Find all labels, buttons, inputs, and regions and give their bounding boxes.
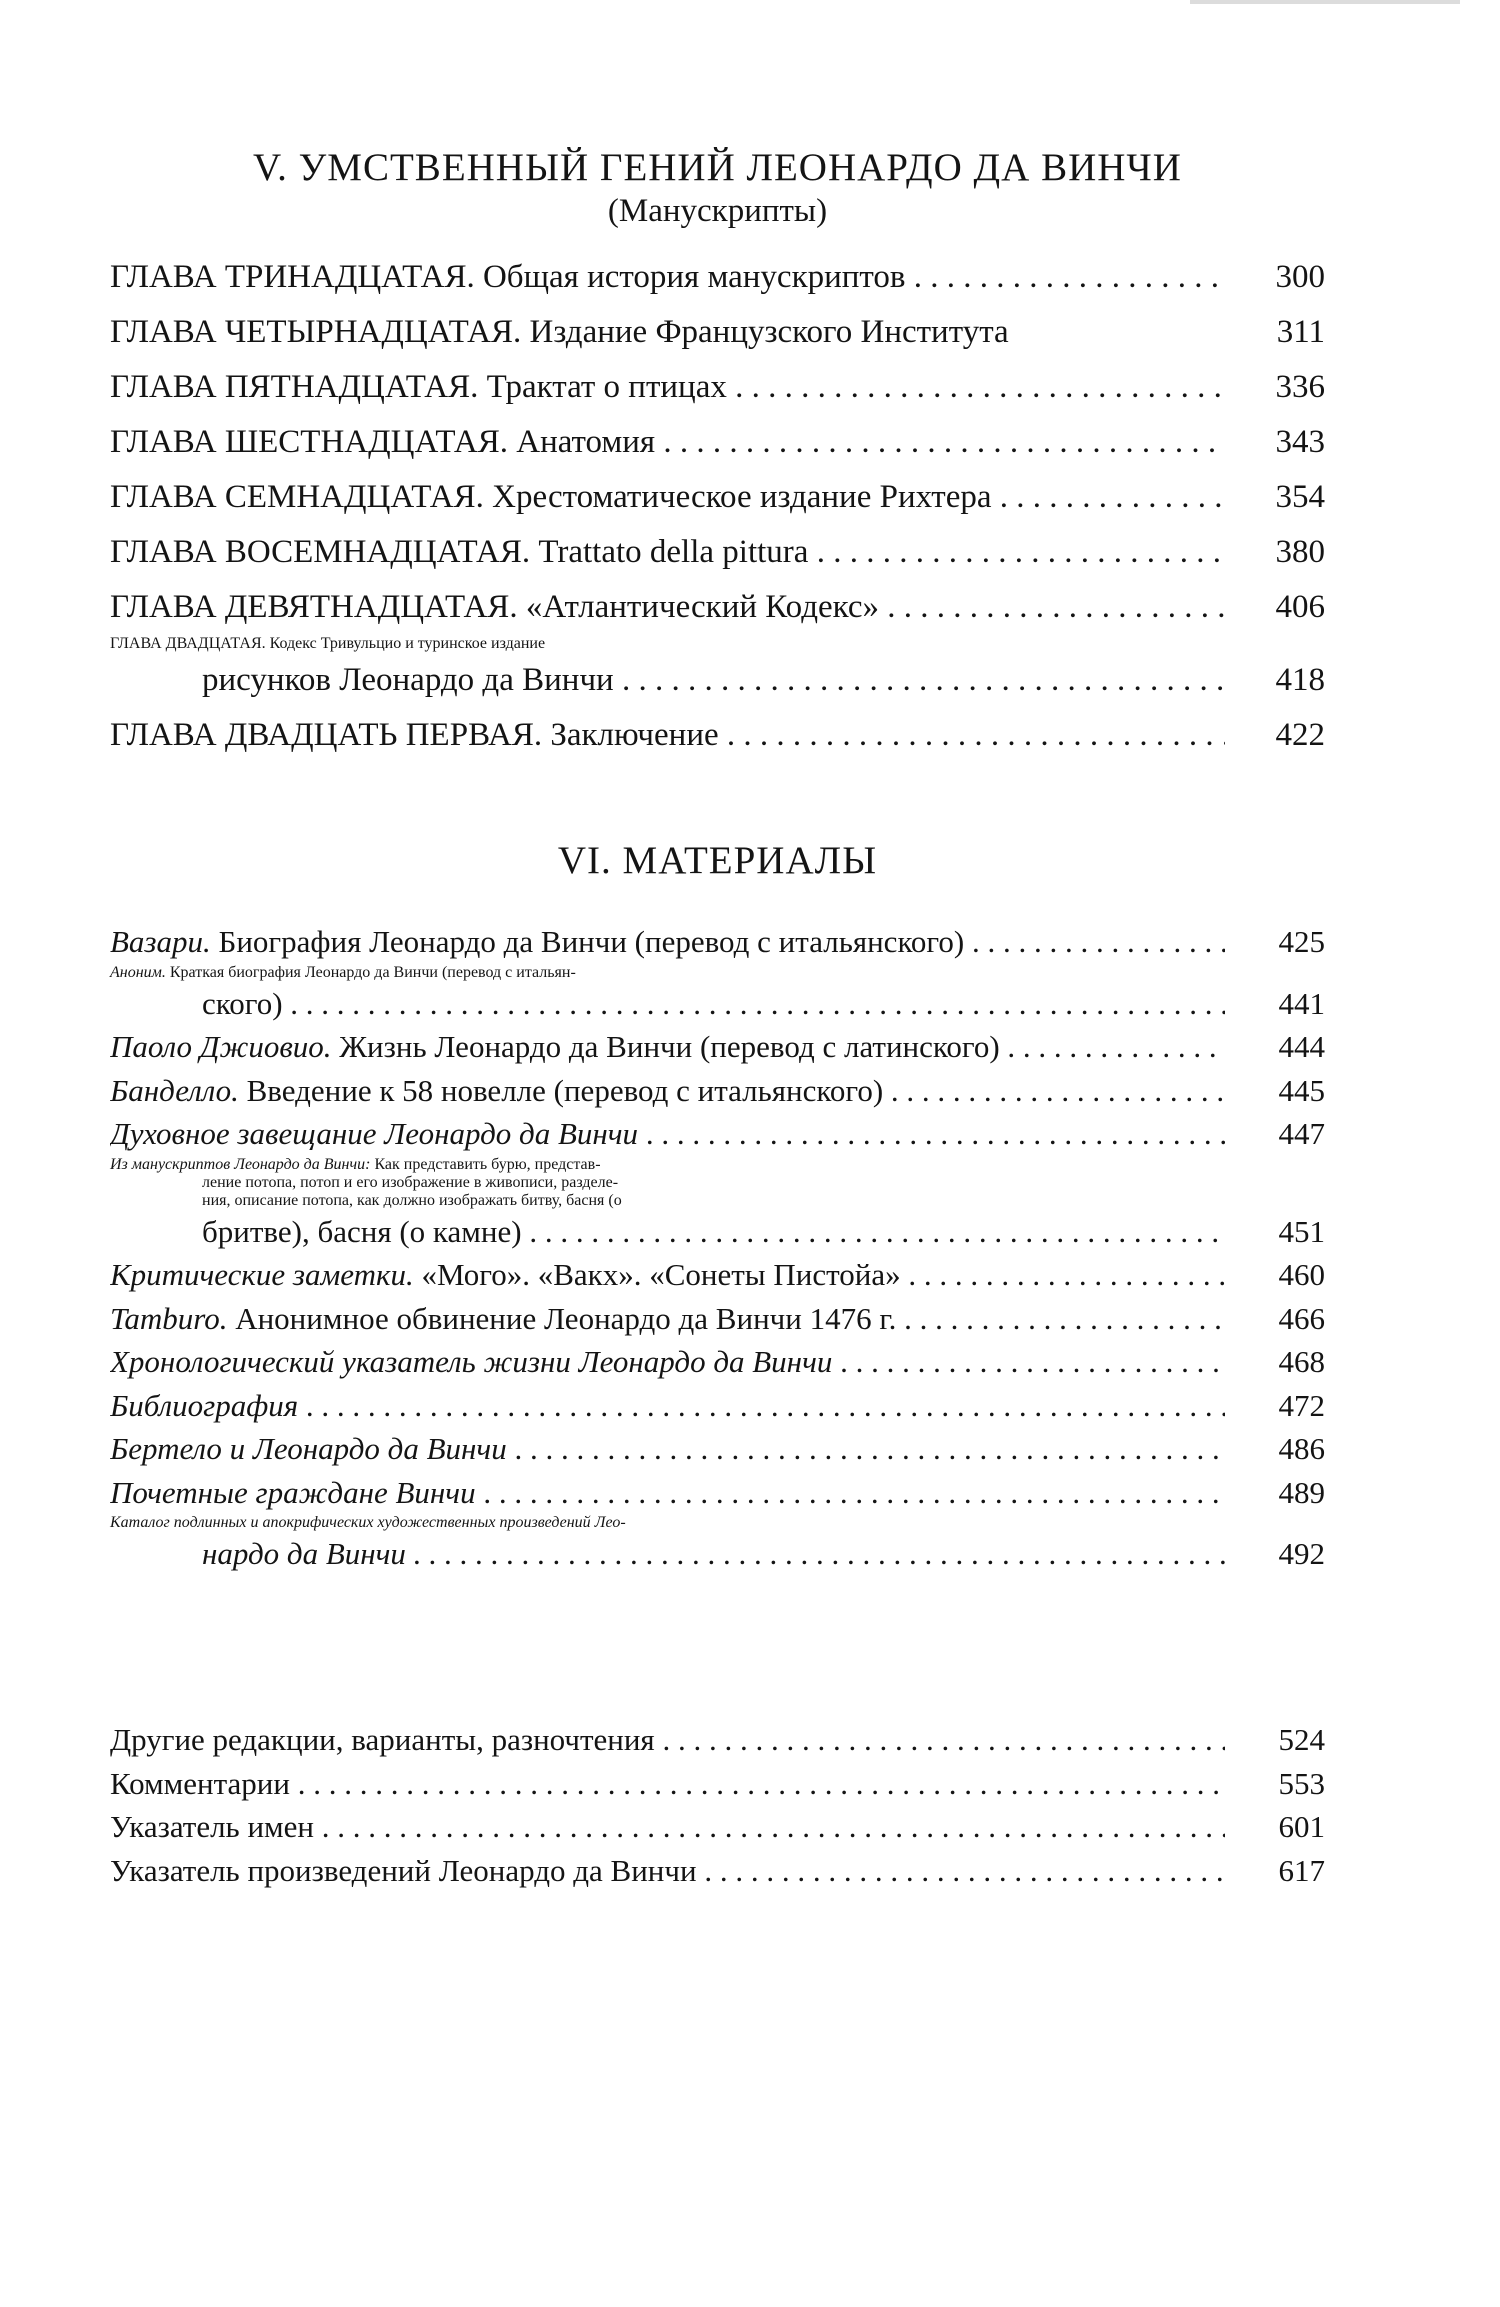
entry-lead: ГЛАВА ВОСЕМНАДЦАТАЯ. [110,534,531,570]
entry-lead: Из манускриптов Леонардо да Винчи: [110,1155,371,1173]
page-number: 492 [1225,1532,1325,1576]
page-number: 354 [1225,470,1325,525]
toc-entry[interactable] [110,1253,1325,1297]
scan-edge-mark [1190,0,1460,4]
entry-title: Анонимное обвинение Леонардо да Винчи 1476 г. [227,1300,897,1336]
toc-entry[interactable] [110,525,1325,580]
entry-title: Трактат о птицах [478,369,727,405]
toc-entry[interactable] [110,920,1325,964]
appendix-list [110,1718,1325,1892]
toc-entry[interactable] [110,1069,1325,1113]
toc-entry[interactable] [110,1112,1325,1156]
page-number: 336 [1225,360,1325,415]
entry-title: Хрестоматическое издание Рихтера [483,479,992,515]
page-number: 425 [1225,920,1325,964]
toc-entry[interactable] [110,1849,1325,1893]
entry-lead: Библиография [110,1387,299,1423]
entry-line: рисунков Леонардо да Винчи . . . [202,653,1225,708]
toc-entry[interactable] [110,415,1325,470]
entry-lead: Хронологический указатель жизни Леонардо да Винчи [110,1344,833,1379]
entry-title: Trattato della pittura [530,534,809,570]
toc-entry[interactable] [110,1471,1325,1515]
page-number: 445 [1225,1069,1325,1113]
toc-entry[interactable] [110,1340,1325,1384]
page-number: 460 [1225,1253,1325,1297]
entry-title: Введение к 58 новелле (перевод с итальянского) [238,1072,884,1108]
page-number: 343 [1225,415,1325,470]
page-number: 524 [1225,1718,1325,1762]
entry-lead: ГЛАВА ПЯТНАДЦАТАЯ. [110,369,479,405]
page-number: 451 [1225,1210,1325,1254]
entry-lead: ГЛАВА ТРИНАДЦАТАЯ. [110,259,475,295]
entry-title: Указатель произведений Леонардо да Винчи . . . [110,1849,1225,1893]
entry-line: ния, описание потопа, как должно изображать битву, басня (о [202,1191,622,1209]
entry-line: Краткая биография Леонардо да Винчи (перевод с итальян- [165,963,576,981]
toc-entry[interactable] [110,635,1325,708]
entry-line: нардо да Винчи . . . [202,1532,1225,1576]
page-number: 489 [1225,1471,1325,1515]
entry-lead: Tamburo. [110,1300,228,1336]
toc-entry[interactable] [110,1805,1325,1849]
entry-lead: Бертело и Леонардо да Винчи [110,1431,507,1466]
page-number: 617 [1225,1849,1325,1893]
toc-entry[interactable] [110,1297,1325,1341]
entry-lead: ГЛАВА ШЕСТНАДЦАТАЯ. [110,424,508,460]
page-number: 422 [1225,708,1325,763]
entry-line: ГЛАВА ДВАДЦАТАЯ. Кодекс Тривульцио и туринское издание [110,635,546,652]
toc-entry[interactable] [110,1718,1325,1762]
section-5-subtitle: (Манускрипты) [607,193,828,229]
entry-title: «Мого». «Вакх». «Сонеты Пистойа» [413,1257,901,1292]
entry-line: бритве), басня (о камне) . . . [202,1210,1225,1254]
entry-lead: Аноним. [110,963,166,981]
page-number: 466 [1225,1297,1325,1341]
entry-title: Биография Леонардо да Винчи (перевод с итальянского) [210,924,965,959]
entry-title: «Атлантический Кодекс» [517,589,879,625]
entry-lead: Вазари. [110,924,211,959]
toc-entry[interactable] [110,360,1325,415]
page-number: 601 [1225,1805,1325,1849]
entry-lead: ГЛАВА ДВАДЦАТЬ ПЕРВАЯ. [110,717,543,753]
entry-lead: Духовное завещание Леонардо да Винчи [110,1116,639,1151]
entry-lead: Паоло Джиовио. [110,1029,332,1064]
entry-line: Как представить бурю, представ- [370,1155,601,1173]
section-6-title: VI. МАТЕРИАЛЫ [557,839,878,882]
entry-title: Анатомия [507,424,656,460]
page-number: 418 [1225,653,1325,708]
page-number: 406 [1225,580,1325,635]
toc-entry[interactable] [110,1156,1325,1254]
page-number: 553 [1225,1762,1325,1806]
toc-entry[interactable] [110,1762,1325,1806]
page-number: 486 [1225,1427,1325,1471]
toc-entry[interactable] [110,250,1325,305]
entry-lead: Критические заметки. [110,1257,414,1292]
entry-lead: ГЛАВА ЧЕТЫРНАДЦАТАЯ. [110,314,522,350]
entry-lead: Почетные граждане Винчи [110,1474,476,1510]
section-5-list [110,250,1325,763]
toc-entry[interactable] [110,708,1325,763]
entry-title: Жизнь Леонардо да Винчи (перевод с латинского) [331,1029,1000,1064]
toc-entry[interactable] [110,580,1325,635]
toc-entry[interactable] [110,1384,1325,1428]
toc-entry[interactable] [110,1025,1325,1069]
section-5 [110,145,1325,231]
page-number: 300 [1225,250,1325,305]
page-number: 380 [1225,525,1325,580]
entry-line: Каталог подлинных и апокрифических художественных произведений Лео- [110,1514,626,1531]
entry-title: Другие редакции, варианты, разночтения . . . [110,1718,1225,1762]
entry-lead: ГЛАВА ДЕВЯТНАДЦАТАЯ. [110,589,518,625]
page-number: 441 [1225,982,1325,1026]
page-number: 444 [1225,1025,1325,1069]
page-number: 472 [1225,1384,1325,1428]
entry-title: Заключение [542,717,719,753]
section-6-list [110,920,1325,1576]
page-number: 447 [1225,1112,1325,1156]
toc-entry[interactable] [110,964,1325,1026]
toc-entry[interactable] [110,470,1325,525]
entry-title: Комментарии . . . [110,1762,1225,1806]
entry-line: ского) . . . [202,982,1225,1026]
entry-title: Указатель имен . . . [110,1805,1225,1849]
entry-title: Издание Французского Института [521,314,1009,350]
toc-entry[interactable] [110,1514,1325,1576]
section-5-title: V. УМСТВЕННЫЙ ГЕНИЙ ЛЕОНАРДО ДА ВИНЧИ [253,146,1182,189]
page-number: 468 [1225,1340,1325,1384]
entry-lead: ГЛАВА СЕМНАДЦАТАЯ. [110,479,484,515]
page-number: 311 [1225,305,1325,360]
entry-line: ление потопа, потоп и его изображение в живописи, разделе- [202,1173,619,1191]
toc-entry[interactable] [110,1427,1325,1471]
toc-entry[interactable] [110,305,1325,360]
entry-lead: Банделло. [110,1072,239,1108]
entry-title: Общая история манускриптов [474,259,906,295]
